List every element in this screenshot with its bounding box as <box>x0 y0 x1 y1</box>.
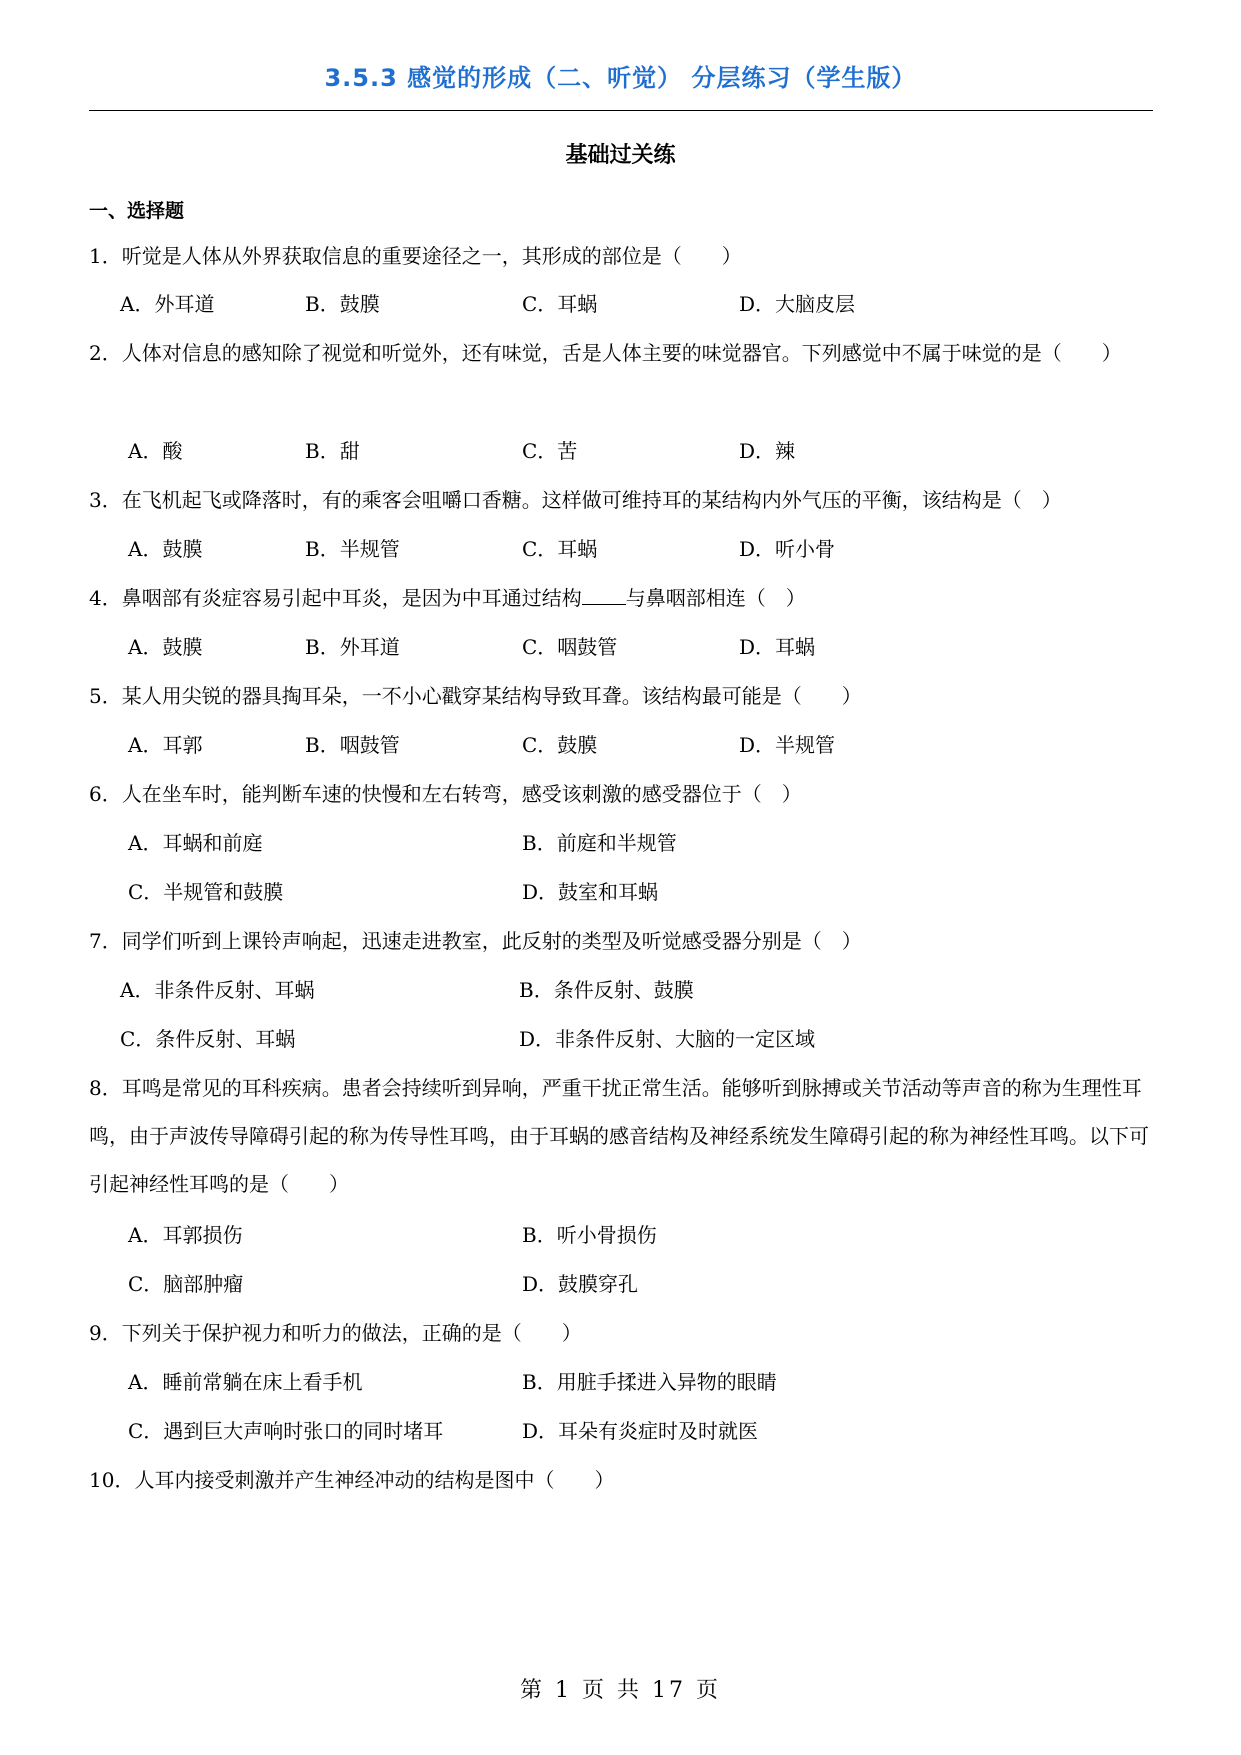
option-b: B．半规管 <box>305 537 400 561</box>
question-6-options-row-1 <box>0 819 1241 867</box>
question-8-stem: 8．耳鸣是常见的耳科疾病。患者会持续听到异响，严重干扰正常生活。能够听到脉搏或关节活动等声音的称为生理性耳鸣，由于声波传导障碍引起的称为传导性耳鸣，由于耳蜗的感音结构及神经系统发生障碍引起的称为神经性耳鸣。以下可引起神经性耳鸣的是（ ） <box>89 1076 1149 1196</box>
option-b: B．用脏手揉进入异物的眼睛 <box>522 1370 777 1394</box>
option-a: A．外耳道 <box>120 292 215 316</box>
option-c: C．遇到巨大声响时张口的同时堵耳 <box>128 1419 444 1443</box>
question-1-options <box>0 280 1241 328</box>
header-divider <box>89 110 1153 111</box>
option-d: D．鼓室和耳蜗 <box>522 880 659 904</box>
question-4-stem-before: 4．鼻咽部有炎症容易引起中耳炎，是因为中耳通过结构 <box>89 586 582 610</box>
option-a: A．非条件反射、耳蜗 <box>120 978 315 1002</box>
option-a: A．耳郭 <box>128 733 203 757</box>
option-a: A．睡前常躺在床上看手机 <box>128 1370 363 1394</box>
option-c: C．鼓膜 <box>522 733 598 757</box>
option-c: C．半规管和鼓膜 <box>128 880 284 904</box>
question-2-stem: 2．人体对信息的感知除了视觉和听觉外，还有味觉，舌是人体主要的味觉器官。下列感觉中不属于味觉的是（ ） <box>89 341 1122 365</box>
question-8-options-row-2 <box>0 1260 1241 1308</box>
page-footer: 第 1 页 共 17 页 <box>520 1678 721 1703</box>
option-c: C．苦 <box>522 439 578 463</box>
question-9-options-row-2 <box>0 1407 1241 1455</box>
option-c: C．脑部肿瘤 <box>128 1272 244 1296</box>
option-c: C．耳蜗 <box>522 537 598 561</box>
question-4-stem <box>89 574 1153 622</box>
option-b: B．听小骨损伤 <box>522 1223 657 1247</box>
question-4-stem-after: 与鼻咽部相连（ ） <box>625 586 806 610</box>
question-10-stem: 10．人耳内接受刺激并产生神经冲动的结构是图中（ ） <box>89 1468 615 1492</box>
option-d: D．耳朵有炎症时及时就医 <box>522 1419 759 1443</box>
option-d: D．鼓膜穿孔 <box>522 1272 639 1296</box>
section-title: 基础过关练 <box>565 143 676 168</box>
question-8-options-row-1 <box>0 1211 1241 1259</box>
option-b: B．甜 <box>305 439 360 463</box>
option-c: C．耳蜗 <box>522 292 598 316</box>
question-7-stem: 7．同学们听到上课铃声响起，迅速走进教室，此反射的类型及听觉感受器分别是（ ） <box>89 929 862 953</box>
option-a: A．鼓膜 <box>128 537 203 561</box>
question-5-options <box>0 721 1241 769</box>
option-d: D．耳蜗 <box>739 635 816 659</box>
part-title: 一、选择题 <box>89 200 185 222</box>
question-1-stem: 1．听觉是人体从外界获取信息的重要途径之一，其形成的部位是（ ） <box>89 244 742 268</box>
option-c: C．咽鼓管 <box>522 635 618 659</box>
question-9-options-row-1 <box>0 1358 1241 1406</box>
option-d: D．听小骨 <box>739 537 836 561</box>
question-9-stem: 9．下列关于保护视力和听力的做法，正确的是（ ） <box>89 1321 582 1345</box>
option-b: B．外耳道 <box>305 635 400 659</box>
question-2-options <box>0 427 1241 475</box>
document-title: 3.5.3 感觉的形成（二、听觉） 分层练习（学生版） <box>324 64 917 92</box>
option-a: A．耳郭损伤 <box>128 1223 243 1247</box>
option-a: A．鼓膜 <box>128 635 203 659</box>
option-b: B．条件反射、鼓膜 <box>519 978 694 1002</box>
option-a: A．酸 <box>128 439 183 463</box>
option-b: B．前庭和半规管 <box>522 831 677 855</box>
option-d: D．大脑皮层 <box>739 292 856 316</box>
question-3-options <box>0 525 1241 573</box>
option-a: A．耳蜗和前庭 <box>128 831 263 855</box>
option-d: D．非条件反射、大脑的一定区域 <box>519 1027 816 1051</box>
question-3-stem: 3．在飞机起飞或降落时，有的乘客会咀嚼口香糖。这样做可维持耳的某结构内外气压的平衡，该结构是（ ） <box>89 488 1062 512</box>
option-b: B．鼓膜 <box>305 292 380 316</box>
question-5-stem: 5．某人用尖锐的器具掏耳朵，一不小心戳穿某结构导致耳聋。该结构最可能是（ ） <box>89 684 862 708</box>
option-d: D．辣 <box>739 439 796 463</box>
option-d: D．半规管 <box>739 733 836 757</box>
question-4-options <box>0 623 1241 671</box>
option-c: C．条件反射、耳蜗 <box>120 1027 296 1051</box>
answer-blank <box>582 584 626 605</box>
question-6-stem: 6．人在坐车时，能判断车速的快慢和左右转弯，感受该刺激的感受器位于（ ） <box>89 782 802 806</box>
question-7-options-row-2 <box>0 1015 1241 1063</box>
question-6-options-row-2 <box>0 868 1241 916</box>
option-b: B．咽鼓管 <box>305 733 400 757</box>
question-7-options-row-1 <box>0 966 1241 1014</box>
